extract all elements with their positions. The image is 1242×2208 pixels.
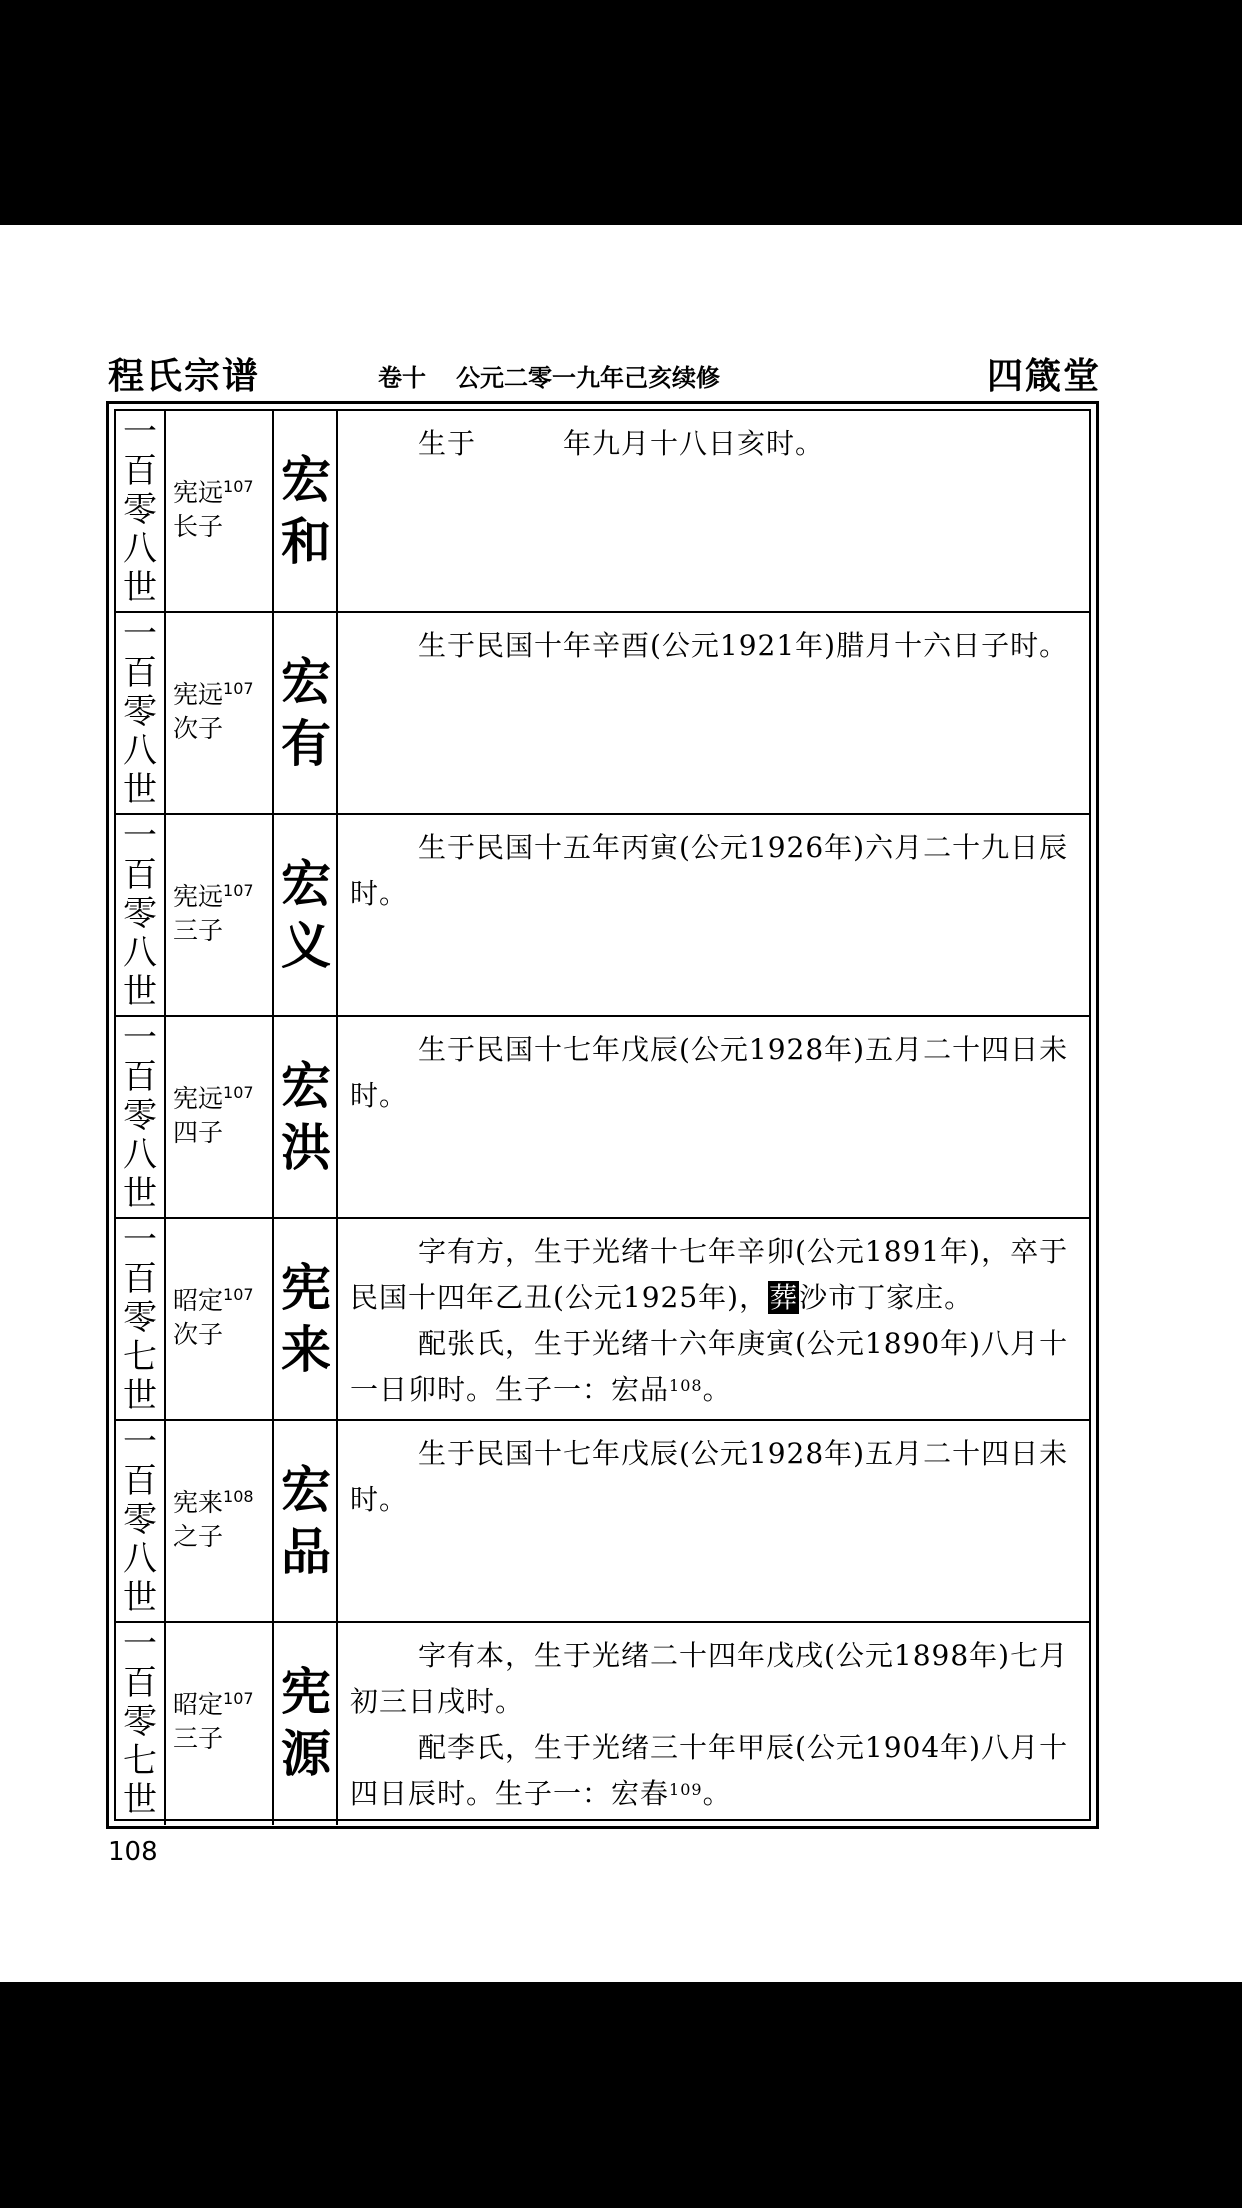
description-paragraph bbox=[350, 1027, 1083, 1119]
parent-info bbox=[173, 880, 273, 948]
parent-generation: 107 bbox=[223, 477, 254, 496]
description-text: 生于 年九月十八日亥时。 bbox=[418, 427, 825, 460]
description-text: 字有本，生于光绪二十四年戊戌(公元1898年)七月初三日戌时。 bbox=[350, 1639, 1069, 1718]
name-cell bbox=[274, 1421, 338, 1621]
description-cell bbox=[338, 815, 1089, 1015]
child-generation: 108 bbox=[669, 1376, 703, 1395]
genealogy-entry bbox=[116, 1623, 1089, 1825]
relation: 长子 bbox=[173, 512, 224, 541]
description-paragraph bbox=[350, 1431, 1083, 1523]
parent-generation: 107 bbox=[223, 881, 254, 900]
description-cell bbox=[338, 411, 1089, 611]
person-name: 宏洪 bbox=[281, 1056, 331, 1177]
parent-info bbox=[173, 1284, 273, 1352]
relation: 三子 bbox=[173, 916, 224, 945]
description-paragraph bbox=[350, 623, 1083, 669]
spouse-text-end: 。 bbox=[702, 1777, 732, 1810]
genealogy-table bbox=[114, 409, 1091, 1821]
person-name: 宏和 bbox=[281, 450, 331, 571]
relation: 之子 bbox=[173, 1522, 224, 1551]
description-text: 生于民国十年辛酉(公元1921年)腊月十六日子时。 bbox=[418, 629, 1069, 662]
description bbox=[350, 623, 1083, 669]
parent-cell bbox=[166, 1421, 274, 1621]
parent-info bbox=[173, 1082, 273, 1150]
description bbox=[350, 1431, 1083, 1523]
parent-name: 宪远 bbox=[173, 1084, 224, 1113]
genealogy-entry bbox=[116, 815, 1089, 1017]
person-name: 宏义 bbox=[281, 854, 331, 975]
parent-cell bbox=[166, 1623, 274, 1825]
spouse-text: 配李氏，生于光绪三十年甲辰(公元1904年)八月十四日辰时。生子一：宏春 bbox=[350, 1731, 1069, 1810]
volume-info bbox=[378, 358, 720, 393]
generation-cell bbox=[116, 1219, 166, 1419]
generation-label: 一百零八世 bbox=[123, 1422, 157, 1618]
description-paragraph bbox=[350, 825, 1083, 917]
parent-info bbox=[173, 1486, 273, 1554]
generation-cell bbox=[116, 1421, 166, 1621]
volume-number: 卷十 bbox=[378, 364, 426, 392]
name-cell bbox=[274, 411, 338, 611]
genealogy-title: 程氏宗谱 bbox=[108, 356, 261, 397]
parent-generation: 107 bbox=[223, 1083, 254, 1102]
parent-info bbox=[173, 1688, 273, 1756]
parent-name: 宪来 bbox=[173, 1488, 224, 1517]
name-cell bbox=[274, 815, 338, 1015]
parent-cell bbox=[166, 1017, 274, 1217]
generation-cell bbox=[116, 815, 166, 1015]
genealogy-table-frame bbox=[106, 401, 1099, 1829]
parent-name: 昭定 bbox=[173, 1690, 224, 1719]
person-name: 宪来 bbox=[281, 1258, 331, 1379]
page-header bbox=[108, 348, 1101, 400]
relation: 三子 bbox=[173, 1724, 224, 1753]
highlighted-char: 葬 bbox=[769, 1281, 799, 1314]
description-text-cont: 沙市丁家庄。 bbox=[799, 1281, 974, 1314]
description-text: 生于民国十七年戊辰(公元1928年)五月二十四日未时。 bbox=[350, 1437, 1069, 1516]
parent-generation: 107 bbox=[223, 1689, 254, 1708]
generation-cell bbox=[116, 411, 166, 611]
parent-cell bbox=[166, 411, 274, 611]
spouse-text-end: 。 bbox=[702, 1373, 732, 1406]
parent-name: 昭定 bbox=[173, 1286, 224, 1315]
parent-cell bbox=[166, 1219, 274, 1419]
generation-label: 一百零八世 bbox=[123, 816, 157, 1012]
genealogy-entry bbox=[116, 411, 1089, 613]
description-text: 生于民国十五年丙寅(公元1926年)六月二十九日辰时。 bbox=[350, 831, 1069, 910]
parent-name: 宪远 bbox=[173, 680, 224, 709]
genealogy-entry bbox=[116, 1219, 1089, 1421]
name-cell bbox=[274, 1017, 338, 1217]
genealogy-entry bbox=[116, 1017, 1089, 1219]
description-cell bbox=[338, 1421, 1089, 1621]
generation-label: 一百零八世 bbox=[123, 1018, 157, 1214]
relation: 四子 bbox=[173, 1118, 224, 1147]
generation-label: 一百零八世 bbox=[123, 614, 157, 810]
hall-name: 四箴堂 bbox=[986, 356, 1101, 397]
relation: 次子 bbox=[173, 1320, 224, 1349]
generation-label: 一百零七世 bbox=[123, 1624, 157, 1820]
name-cell bbox=[274, 613, 338, 813]
name-cell bbox=[274, 1219, 338, 1419]
generation-cell bbox=[116, 613, 166, 813]
description bbox=[350, 421, 1083, 467]
parent-name: 宪远 bbox=[173, 882, 224, 911]
spouse-paragraph bbox=[350, 1321, 1083, 1413]
generation-cell bbox=[116, 1017, 166, 1217]
person-name: 宏品 bbox=[281, 1460, 331, 1581]
name-cell bbox=[274, 1623, 338, 1825]
child-generation: 109 bbox=[669, 1780, 703, 1799]
description bbox=[350, 1229, 1083, 1413]
description bbox=[350, 1027, 1083, 1119]
genealogy-entry bbox=[116, 613, 1089, 815]
revision-note: 公元二零一九年己亥续修 bbox=[456, 364, 720, 392]
relation: 次子 bbox=[173, 714, 224, 743]
page-number: 108 bbox=[108, 1837, 158, 1867]
generation-label: 一百零八世 bbox=[123, 412, 157, 608]
description-paragraph bbox=[350, 1229, 1083, 1321]
parent-cell bbox=[166, 613, 274, 813]
description-text: 生于民国十七年戊辰(公元1928年)五月二十四日未时。 bbox=[350, 1033, 1069, 1112]
parent-name: 宪远 bbox=[173, 478, 224, 507]
generation-cell bbox=[116, 1623, 166, 1825]
description-cell bbox=[338, 1623, 1089, 1825]
parent-generation: 107 bbox=[223, 679, 254, 698]
description bbox=[350, 825, 1083, 917]
spouse-text: 配张氏，生于光绪十六年庚寅(公元1890年)八月十一日卯时。生子一：宏品 bbox=[350, 1327, 1069, 1406]
description-text: 字有方，生于光绪十七年辛卯(公元1891年)，卒于民国十四年乙丑(公元1925年)， bbox=[350, 1235, 1069, 1314]
description-cell bbox=[338, 1017, 1089, 1217]
parent-info bbox=[173, 476, 273, 544]
document-page bbox=[0, 225, 1242, 1982]
genealogy-entry bbox=[116, 1421, 1089, 1623]
person-name: 宪源 bbox=[281, 1662, 331, 1783]
description-cell bbox=[338, 613, 1089, 813]
description-paragraph bbox=[350, 421, 1083, 467]
spouse-paragraph bbox=[350, 1725, 1083, 1817]
parent-cell bbox=[166, 815, 274, 1015]
parent-generation: 108 bbox=[223, 1487, 254, 1506]
generation-label: 一百零七世 bbox=[123, 1220, 157, 1416]
parent-info bbox=[173, 678, 273, 746]
parent-generation: 107 bbox=[223, 1285, 254, 1304]
description-cell bbox=[338, 1219, 1089, 1419]
description bbox=[350, 1633, 1083, 1817]
description-paragraph bbox=[350, 1633, 1083, 1725]
person-name: 宏有 bbox=[281, 652, 331, 773]
